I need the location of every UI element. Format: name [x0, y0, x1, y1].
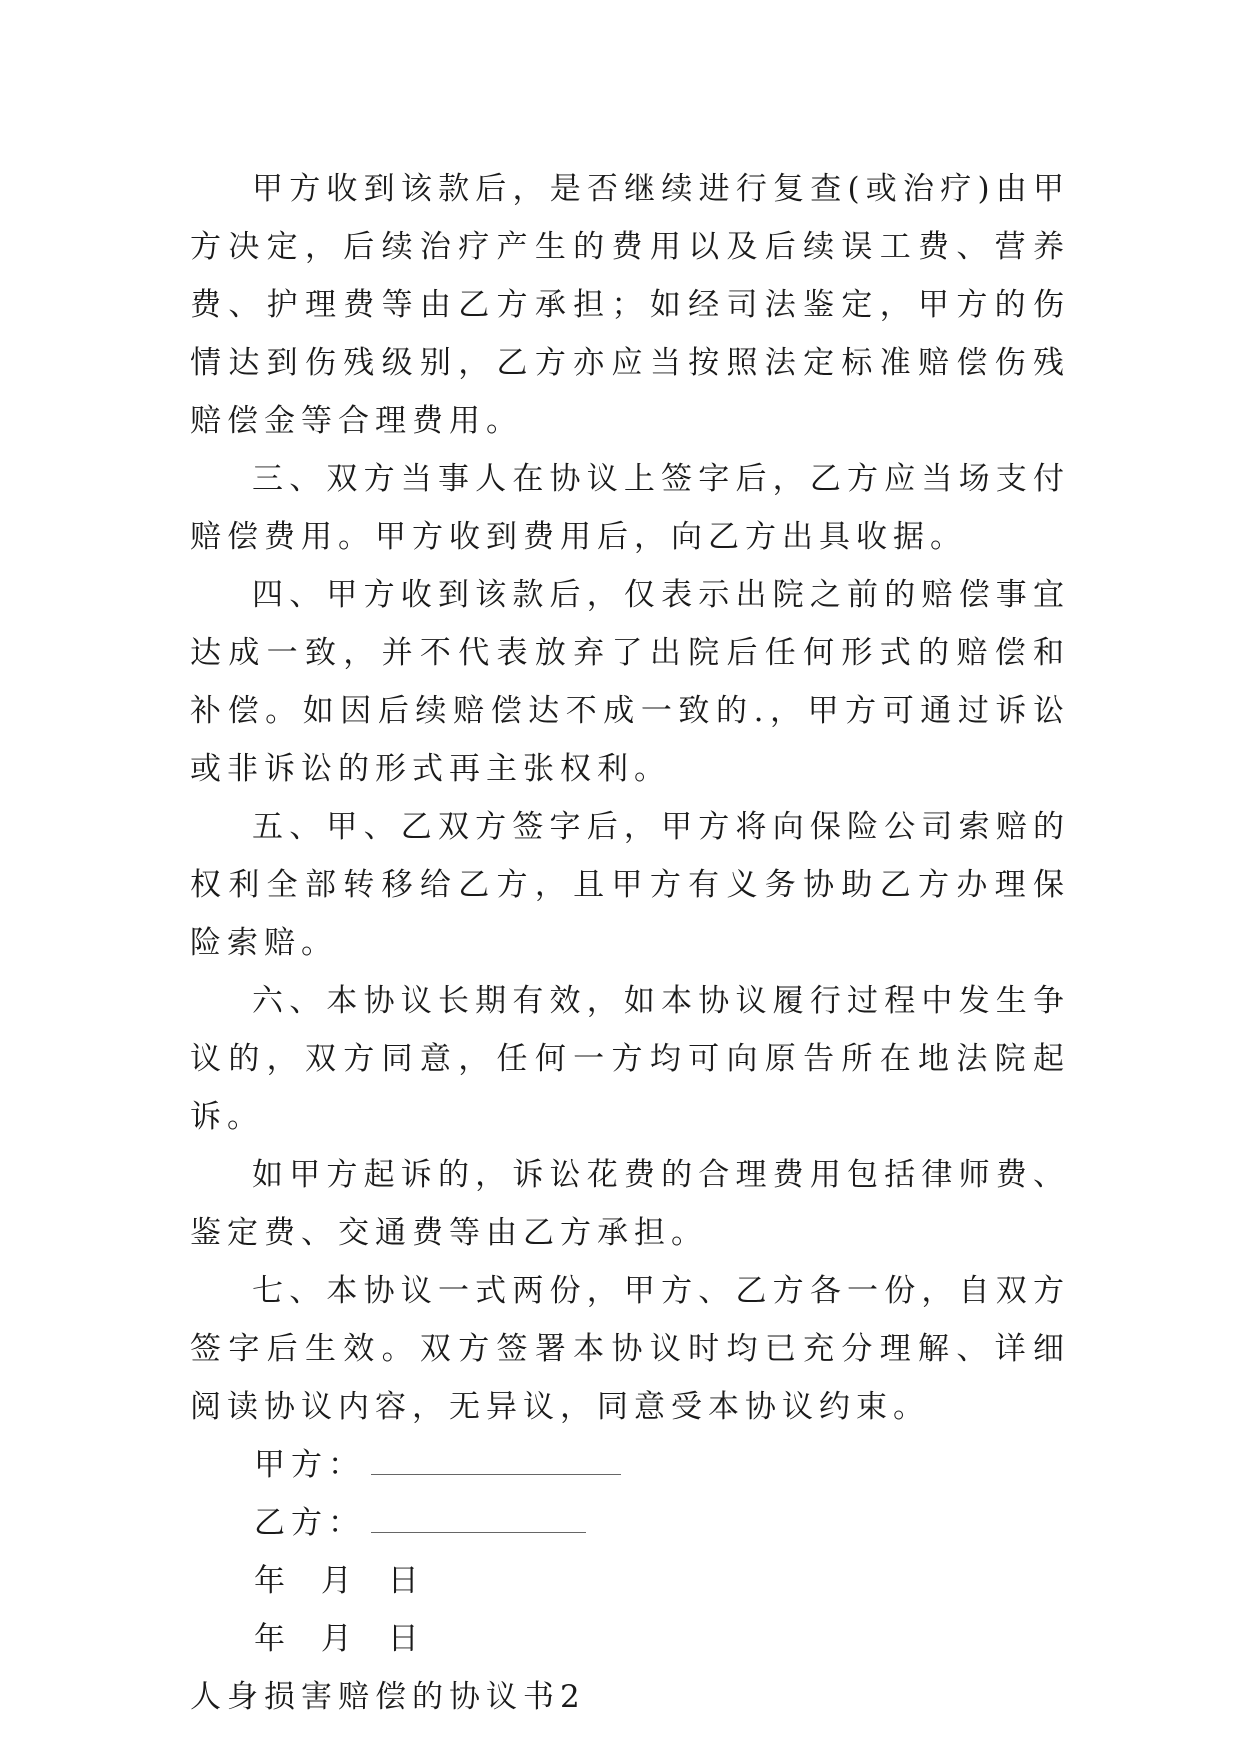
- paragraph-clause-6: 六、本协议长期有效，如本协议履行过程中发生争议的，双方同意，任何一方均可向原告所在地法院起诉。: [190, 983, 1070, 1135]
- party-b-signature-blank: [371, 1496, 586, 1533]
- date-line-2: 年 月 日: [254, 1621, 425, 1657]
- party-a-signature-blank: [371, 1438, 621, 1475]
- party-a-label: 甲方：: [254, 1447, 365, 1483]
- next-section-heading: 人身损害赔偿的协议书2: [190, 1679, 586, 1715]
- paragraph-follow-up-treatment: 甲方收到该款后，是否继续进行复查(或治疗)由甲方决定，后续治疗产生的费用以及后续误工费、营养费、护理费等由乙方承担；如经司法鉴定，甲方的伤情达到伤残级别，乙方亦应当按照法定标准赔偿伤残赔偿金等合理费用。: [190, 171, 1070, 439]
- date-line-1: 年 月 日: [254, 1563, 425, 1599]
- document-body: [190, 160, 1070, 1726]
- paragraph-clause-7: 七、本协议一式两份，甲方、乙方各一份，自双方签字后生效。双方签署本协议时均已充分理解、详细阅读协议内容，无异议，同意受本协议约束。: [190, 1273, 1070, 1425]
- paragraph-clause-3: 三、双方当事人在协议上签字后，乙方应当场支付赔偿费用。甲方收到费用后，向乙方出具收据。: [190, 461, 1070, 555]
- party-b-label: 乙方：: [254, 1505, 365, 1541]
- paragraph-litigation-costs: 如甲方起诉的，诉讼花费的合理费用包括律师费、鉴定费、交通费等由乙方承担。: [190, 1157, 1070, 1251]
- signature-line-party-b: [190, 1494, 1070, 1552]
- paragraph-clause-4: 四、甲方收到该款后，仅表示出院之前的赔偿事宜达成一致，并不代表放弃了出院后任何形式的赔偿和补偿。如因后续赔偿达不成一致的.，甲方可通过诉讼或非诉讼的形式再主张权利。: [190, 577, 1070, 787]
- signature-line-party-a: [190, 1436, 1070, 1494]
- paragraph-clause-5: 五、甲、乙双方签字后，甲方将向保险公司索赔的权利全部转移给乙方，且甲方有义务协助乙方办理保险索赔。: [190, 809, 1070, 961]
